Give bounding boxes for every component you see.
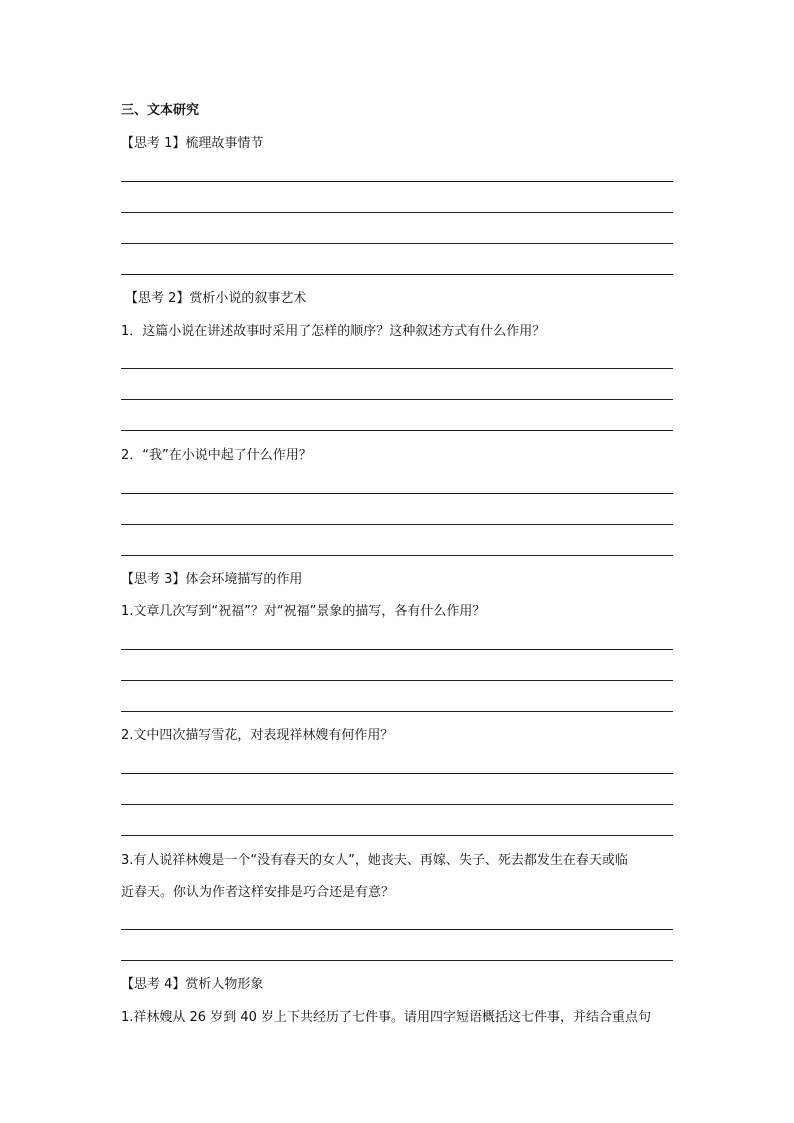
answer-line [121, 493, 673, 494]
think-3-question-2: 2.文中四次描写雪花，对表现祥林嫂有何作用？ [121, 728, 394, 743]
think-4-question-1: 1.祥林嫂从 26 岁到 40 岁上下共经历了七件事。请用四字短语概括这七件事，并结合重点句 [121, 1010, 652, 1025]
answer-line [121, 711, 673, 712]
answer-line [121, 555, 673, 556]
think-3-label: 【思考 3】体会环境描写的作用 [121, 572, 303, 587]
answer-line [121, 243, 673, 244]
answer-line [121, 649, 673, 650]
think-3-question-1: 1.文章几次写到“祝福”？对“祝福”景象的描写，各有什么作用？ [121, 604, 486, 619]
think-1-label: 【思考 1】梳理故事情节 [121, 136, 264, 151]
answer-line [121, 368, 673, 369]
answer-line [121, 680, 673, 681]
think-2-question-1: 1．这篇小说在讲述故事时采用了怎样的顺序？这种叙述方式有什么作用？ [121, 324, 546, 339]
answer-line [121, 212, 673, 213]
think-3-question-3-line-2: 近春天。你认为作者这样安排是巧合还是有意？ [121, 885, 395, 900]
answer-line [121, 773, 673, 774]
answer-line [121, 430, 673, 431]
answer-line [121, 524, 673, 525]
answer-line [121, 399, 673, 400]
answer-line [121, 835, 673, 836]
think-4-label: 【思考 4】赏析人物形象 [121, 977, 264, 992]
think-2-question-2: 2．“我”在小说中起了什么作用？ [121, 448, 312, 463]
answer-line [121, 929, 673, 930]
answer-line [121, 274, 673, 275]
think-3-question-3-line-1: 3.有人说祥林嫂是一个“没有春天的女人”，她丧夫、再嫁、失子、死去都发生在春天或临 [121, 853, 628, 868]
section-heading: 三、文本研究 [121, 103, 200, 118]
answer-line [121, 960, 673, 961]
think-2-label: 【思考 2】赏析小说的叙事艺术 [125, 291, 307, 306]
answer-line [121, 181, 673, 182]
answer-line [121, 804, 673, 805]
